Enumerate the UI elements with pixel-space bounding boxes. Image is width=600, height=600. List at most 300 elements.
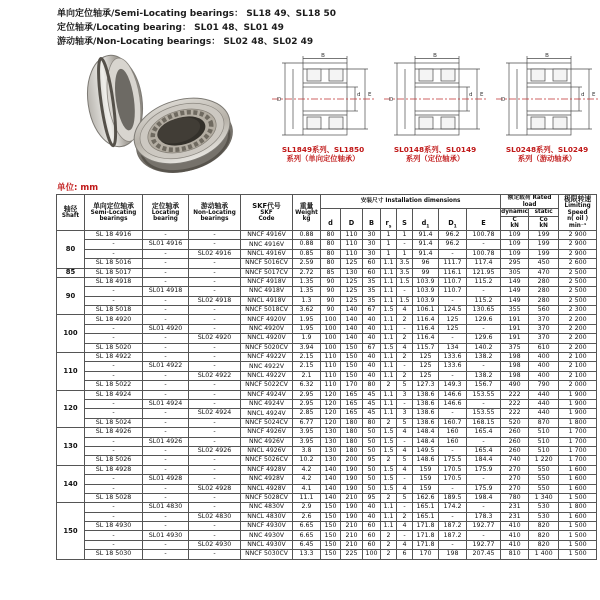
- data-cell: 2: [381, 418, 397, 427]
- data-cell: -: [143, 456, 189, 465]
- data-cell: 150: [341, 343, 363, 352]
- data-cell: 100: [321, 334, 341, 343]
- data-cell: 3.95: [293, 437, 321, 446]
- data-cell: 610: [529, 343, 559, 352]
- data-cell: 80: [363, 418, 381, 427]
- data-cell: 510: [529, 446, 559, 455]
- data-cell: -: [143, 522, 189, 531]
- drawing-sl0248: [494, 53, 600, 163]
- data-cell: SL 18 5028: [85, 493, 143, 502]
- data-cell: 400: [529, 371, 559, 380]
- data-cell: 115.2: [467, 277, 501, 286]
- table-row: [57, 259, 597, 268]
- data-cell: SL 18 5016: [85, 259, 143, 268]
- data-cell: 6.77: [293, 418, 321, 427]
- data-cell: 129.6: [467, 334, 501, 343]
- data-cell: 159: [413, 484, 439, 493]
- data-cell: -: [85, 512, 143, 521]
- data-cell: SL01 4924: [143, 400, 189, 409]
- data-cell: 191: [501, 315, 529, 324]
- data-cell: 149: [501, 296, 529, 305]
- data-cell: -: [467, 240, 501, 249]
- data-cell: 125: [341, 259, 363, 268]
- data-cell: 2: [397, 315, 413, 324]
- data-cell: 115.2: [467, 296, 501, 305]
- data-cell: -: [467, 400, 501, 409]
- svg-text:E: E: [368, 92, 372, 98]
- data-cell: 1 900: [559, 390, 597, 399]
- table-row: [57, 315, 597, 324]
- data-cell: 149: [501, 277, 529, 286]
- data-cell: 165.4: [467, 428, 501, 437]
- data-cell: 222: [501, 400, 529, 409]
- data-cell: 130.65: [467, 306, 501, 315]
- data-cell: 2 300: [559, 306, 597, 315]
- table-row: [57, 484, 597, 493]
- data-cell: SL01 4830: [143, 503, 189, 512]
- svg-text:D: D: [501, 97, 506, 103]
- data-cell: 106.1: [413, 306, 439, 315]
- data-cell: 160: [439, 428, 467, 437]
- data-cell: 100: [363, 550, 381, 559]
- data-cell: 2: [381, 493, 397, 502]
- data-cell: 1 900: [559, 409, 597, 418]
- data-cell: SL01 4920: [143, 324, 189, 333]
- table-row: [57, 540, 597, 549]
- data-cell: 510: [529, 437, 559, 446]
- data-cell: 120: [321, 400, 341, 409]
- bearing-photo-image: [58, 53, 236, 175]
- data-cell: 133.6: [439, 353, 467, 362]
- data-cell: SL 18 4924: [85, 390, 143, 399]
- data-cell: 1.1: [381, 296, 397, 305]
- data-cell: 95: [363, 456, 381, 465]
- data-cell: -: [143, 230, 189, 239]
- data-cell: SL 18 5024: [85, 418, 143, 427]
- shaft-cell: 80: [57, 230, 85, 268]
- data-cell: -: [189, 306, 241, 315]
- data-cell: -: [143, 512, 189, 521]
- data-cell: 2.72: [293, 268, 321, 277]
- data-cell: 109: [501, 249, 529, 258]
- data-cell: SL02 4922: [189, 371, 241, 380]
- data-cell: SL02 4924: [189, 409, 241, 418]
- shaft-cell: 90: [57, 277, 85, 315]
- data-cell: 2.6: [293, 512, 321, 521]
- skf-code-cell: NNC 4926V: [241, 437, 293, 446]
- data-cell: 440: [529, 400, 559, 409]
- data-cell: 4: [397, 484, 413, 493]
- data-cell: -: [85, 324, 143, 333]
- data-cell: SL 18 5022: [85, 381, 143, 390]
- data-cell: 1: [397, 249, 413, 258]
- skf-code-cell: NNCF 4928V: [241, 465, 293, 474]
- data-cell: 140.2: [467, 343, 501, 352]
- svg-text:E: E: [480, 92, 484, 98]
- data-cell: -: [467, 324, 501, 333]
- data-cell: 1.5: [381, 343, 397, 352]
- bearing-data-table: [56, 194, 597, 560]
- data-cell: 40: [363, 353, 381, 362]
- data-cell: 198.4: [467, 493, 501, 502]
- data-cell: 1 900: [559, 400, 597, 409]
- data-cell: -: [85, 362, 143, 371]
- data-cell: -: [143, 381, 189, 390]
- data-cell: 110: [341, 230, 363, 239]
- data-cell: -: [189, 315, 241, 324]
- col-dim-B: B: [363, 209, 381, 231]
- data-cell: -: [189, 531, 241, 540]
- table-row: [57, 362, 597, 371]
- data-cell: 150: [321, 550, 341, 559]
- data-cell: -: [397, 362, 413, 371]
- data-cell: 3: [397, 409, 413, 418]
- data-cell: 1 500: [559, 522, 597, 531]
- data-cell: 0.85: [293, 249, 321, 258]
- data-cell: 305: [501, 268, 529, 277]
- col-non-locating: 游动轴承 Non-Locating bearings: [189, 195, 241, 231]
- data-cell: 280: [529, 287, 559, 296]
- data-cell: SL 18 5017: [85, 268, 143, 277]
- data-cell: 370: [529, 334, 559, 343]
- skf-code-cell: NNC 4930V: [241, 531, 293, 540]
- data-cell: 160: [439, 437, 467, 446]
- col-skf-code: SKF代号 SKF Code: [241, 195, 293, 231]
- data-cell: -: [439, 540, 467, 549]
- data-cell: 370: [529, 324, 559, 333]
- data-cell: 1.1: [381, 371, 397, 380]
- data-cell: 192.77: [467, 540, 501, 549]
- data-cell: 103.9: [413, 296, 439, 305]
- data-cell: 110: [321, 362, 341, 371]
- table-header: [57, 195, 597, 231]
- data-cell: 80: [321, 240, 341, 249]
- data-cell: SL01 4918: [143, 287, 189, 296]
- data-cell: 6.45: [293, 540, 321, 549]
- data-cell: 2 100: [559, 362, 597, 371]
- skf-code-cell: NNCL 4920V: [241, 334, 293, 343]
- data-cell: -: [85, 371, 143, 380]
- data-cell: 80: [363, 381, 381, 390]
- data-cell: SL 18 5018: [85, 306, 143, 315]
- data-cell: -: [189, 277, 241, 286]
- data-cell: 175.5: [439, 456, 467, 465]
- data-cell: 550: [529, 475, 559, 484]
- data-cell: 1.1: [381, 334, 397, 343]
- data-cell: 40: [363, 512, 381, 521]
- data-cell: 91.4: [413, 230, 439, 239]
- data-cell: 148.6: [413, 456, 439, 465]
- data-cell: 140: [321, 475, 341, 484]
- skf-code-cell: NNCF 5018CV: [241, 306, 293, 315]
- data-cell: -: [85, 540, 143, 549]
- col-dim-d1: $d_1$: [413, 209, 439, 231]
- data-cell: 95: [363, 493, 381, 502]
- table-row: [57, 390, 597, 399]
- data-cell: 130: [321, 446, 341, 455]
- col-dim-D1: $D_1$: [439, 209, 467, 231]
- data-cell: 159: [413, 475, 439, 484]
- data-cell: 200: [341, 456, 363, 465]
- data-cell: SL02 4926: [189, 446, 241, 455]
- data-cell: 4: [397, 446, 413, 455]
- data-cell: 80: [321, 230, 341, 239]
- data-cell: 30: [363, 230, 381, 239]
- data-cell: 109: [501, 230, 529, 239]
- data-cell: -: [143, 249, 189, 258]
- data-cell: 550: [529, 484, 559, 493]
- data-cell: 740: [501, 456, 529, 465]
- data-cell: 120: [321, 390, 341, 399]
- skf-code-cell: NNCF 5026CV: [241, 456, 293, 465]
- title-line-non-locating: 游动轴承/Non-Locating bearings： SL02 48、SL02 49: [57, 37, 314, 47]
- data-cell: -: [85, 249, 143, 258]
- data-cell: 1.5: [397, 277, 413, 286]
- drawing-caption: SL0248系列、SL0249 系列（游动轴承）: [505, 145, 589, 163]
- svg-text:D: D: [389, 97, 394, 103]
- data-cell: -: [143, 353, 189, 362]
- data-cell: 50: [363, 465, 381, 474]
- data-cell: 171.8: [413, 531, 439, 540]
- table-row: [57, 446, 597, 455]
- data-cell: 199: [529, 249, 559, 258]
- data-cell: -: [439, 334, 467, 343]
- data-cell: 440: [529, 409, 559, 418]
- data-cell: 4.2: [293, 475, 321, 484]
- skf-code-cell: NNCF 4924V: [241, 390, 293, 399]
- table-row: [57, 287, 597, 296]
- data-cell: 3.94: [293, 343, 321, 352]
- data-cell: 1: [381, 230, 397, 239]
- skf-code-cell: NNCL 4924V: [241, 409, 293, 418]
- data-cell: 100: [321, 315, 341, 324]
- skf-code-cell: NNC 4920V: [241, 324, 293, 333]
- data-cell: 125: [341, 287, 363, 296]
- data-cell: 148.4: [413, 428, 439, 437]
- data-cell: 3.5: [397, 259, 413, 268]
- unit-label: 单位: mm: [57, 183, 99, 193]
- data-cell: 231: [501, 512, 529, 521]
- data-cell: 280: [529, 277, 559, 286]
- skf-code-cell: NNCF 4918V: [241, 277, 293, 286]
- data-cell: 530: [529, 503, 559, 512]
- data-cell: 150: [321, 522, 341, 531]
- data-cell: -: [189, 381, 241, 390]
- data-cell: 1.1: [381, 512, 397, 521]
- data-cell: 560: [529, 306, 559, 315]
- data-cell: 191: [501, 324, 529, 333]
- data-cell: 4: [397, 465, 413, 474]
- data-cell: 1.1: [381, 324, 397, 333]
- skf-code-cell: NNCF 5028CV: [241, 493, 293, 502]
- data-cell: 410: [501, 522, 529, 531]
- data-cell: 270: [501, 484, 529, 493]
- data-cell: 1 800: [559, 503, 597, 512]
- data-cell: -: [143, 550, 189, 559]
- data-cell: 370: [529, 315, 559, 324]
- data-cell: 2 200: [559, 315, 597, 324]
- data-cell: 1.5: [397, 296, 413, 305]
- data-cell: 171.8: [413, 540, 439, 549]
- data-cell: 1 600: [559, 475, 597, 484]
- data-cell: 2.1: [293, 371, 321, 380]
- data-cell: 400: [529, 353, 559, 362]
- data-cell: -: [143, 315, 189, 324]
- skf-code-cell: NNCF 5022CV: [241, 381, 293, 390]
- data-cell: 400: [529, 362, 559, 371]
- data-cell: 85: [321, 268, 341, 277]
- data-cell: 1.95: [293, 315, 321, 324]
- data-cell: 150: [321, 540, 341, 549]
- data-cell: 210: [341, 522, 363, 531]
- svg-text:D: D: [277, 97, 282, 103]
- data-cell: 96.2: [439, 230, 467, 239]
- data-cell: 190: [341, 475, 363, 484]
- data-cell: 2.85: [293, 409, 321, 418]
- data-cell: -: [397, 503, 413, 512]
- shaft-cell: 100: [57, 315, 85, 353]
- data-cell: -: [143, 343, 189, 352]
- data-cell: 187.2: [439, 531, 467, 540]
- data-cell: 810: [501, 550, 529, 559]
- data-cell: -: [85, 334, 143, 343]
- data-cell: 117.4: [467, 259, 501, 268]
- data-cell: 35: [363, 277, 381, 286]
- data-cell: 60: [363, 259, 381, 268]
- data-cell: 260: [501, 428, 529, 437]
- data-cell: 125: [413, 353, 439, 362]
- data-cell: -: [143, 334, 189, 343]
- cross-section-icon: [383, 53, 487, 145]
- data-cell: 1.1: [381, 362, 397, 371]
- data-cell: 2 100: [559, 353, 597, 362]
- data-cell: 6.65: [293, 531, 321, 540]
- data-cell: 150: [321, 531, 341, 540]
- page-title-block: [57, 7, 336, 49]
- data-cell: 30: [363, 249, 381, 258]
- table-row: [57, 371, 597, 380]
- data-cell: 45: [363, 400, 381, 409]
- data-cell: 1.5: [381, 484, 397, 493]
- data-cell: 125: [341, 296, 363, 305]
- data-cell: 6.65: [293, 522, 321, 531]
- data-cell: 130: [341, 268, 363, 277]
- data-cell: 184.4: [467, 456, 501, 465]
- data-cell: -: [143, 277, 189, 286]
- data-cell: 1.1: [381, 268, 397, 277]
- data-cell: 1: [381, 249, 397, 258]
- data-cell: -: [189, 353, 241, 362]
- table-row: [57, 550, 597, 559]
- data-cell: 162.6: [413, 493, 439, 502]
- data-cell: -: [397, 240, 413, 249]
- data-cell: 140: [341, 334, 363, 343]
- data-cell: 40: [363, 315, 381, 324]
- data-cell: 80: [321, 259, 341, 268]
- title-line-semi-locating: 单向定位轴承/Semi-Locating bearings： SL18 49、SL18 50: [57, 9, 337, 19]
- data-cell: -: [85, 484, 143, 493]
- data-cell: 3.95: [293, 428, 321, 437]
- data-cell: 127.3: [413, 381, 439, 390]
- data-cell: SL01 4922: [143, 362, 189, 371]
- data-cell: 165.1: [413, 503, 439, 512]
- data-cell: 1.5: [381, 306, 397, 315]
- data-cell: 140: [341, 306, 363, 315]
- data-cell: 1.1: [381, 315, 397, 324]
- data-cell: -: [143, 484, 189, 493]
- skf-code-cell: NNC 4924V: [241, 400, 293, 409]
- data-cell: 6.32: [293, 381, 321, 390]
- data-cell: 210: [341, 493, 363, 502]
- data-cell: -: [85, 446, 143, 455]
- table-row: [57, 512, 597, 521]
- data-cell: 190: [341, 484, 363, 493]
- data-cell: -: [85, 287, 143, 296]
- group-rated-load: 额定载荷 Rated load: [501, 195, 559, 209]
- data-cell: 1 700: [559, 456, 597, 465]
- data-cell: 1 700: [559, 437, 597, 446]
- data-cell: 110: [341, 249, 363, 258]
- data-cell: 160.7: [439, 418, 467, 427]
- skf-code-cell: NNC 4928V: [241, 475, 293, 484]
- data-cell: 40: [363, 371, 381, 380]
- data-cell: 91.4: [413, 240, 439, 249]
- data-cell: 520: [501, 418, 529, 427]
- data-cell: SL02 4918: [189, 296, 241, 305]
- data-cell: 156.7: [467, 381, 501, 390]
- data-cell: 130: [321, 428, 341, 437]
- data-cell: 2 600: [559, 259, 597, 268]
- cross-section-icon: [495, 53, 599, 145]
- skf-code-cell: NNCF 5030CV: [241, 550, 293, 559]
- data-cell: -: [85, 503, 143, 512]
- data-cell: 50: [363, 484, 381, 493]
- table-row: [57, 456, 597, 465]
- data-cell: SL 18 4916: [85, 230, 143, 239]
- table-row: [57, 400, 597, 409]
- data-cell: 110: [321, 381, 341, 390]
- data-cell: 2: [397, 334, 413, 343]
- data-cell: 110.7: [439, 287, 467, 296]
- data-cell: 13.3: [293, 550, 321, 559]
- data-cell: 355: [501, 306, 529, 315]
- svg-text:d: d: [581, 92, 585, 98]
- data-cell: 159: [413, 465, 439, 474]
- data-cell: -: [85, 296, 143, 305]
- data-cell: 2.95: [293, 390, 321, 399]
- data-cell: 100: [321, 324, 341, 333]
- data-cell: 138.6: [413, 418, 439, 427]
- data-cell: 1.5: [381, 428, 397, 437]
- data-cell: -: [397, 475, 413, 484]
- data-cell: 1 600: [559, 512, 597, 521]
- data-cell: 1.3: [293, 296, 321, 305]
- data-cell: -: [189, 437, 241, 446]
- data-cell: 3.62: [293, 306, 321, 315]
- data-cell: 2 500: [559, 277, 597, 286]
- data-cell: -: [189, 428, 241, 437]
- data-cell: 140: [341, 324, 363, 333]
- data-cell: 1.1: [381, 522, 397, 531]
- data-cell: 1 800: [559, 418, 597, 427]
- table-row: [57, 465, 597, 474]
- data-cell: -: [143, 418, 189, 427]
- data-cell: 35: [363, 296, 381, 305]
- skf-code-cell: NNCF 4920V: [241, 315, 293, 324]
- data-cell: 2: [381, 381, 397, 390]
- data-cell: 130: [321, 437, 341, 446]
- data-cell: -: [85, 409, 143, 418]
